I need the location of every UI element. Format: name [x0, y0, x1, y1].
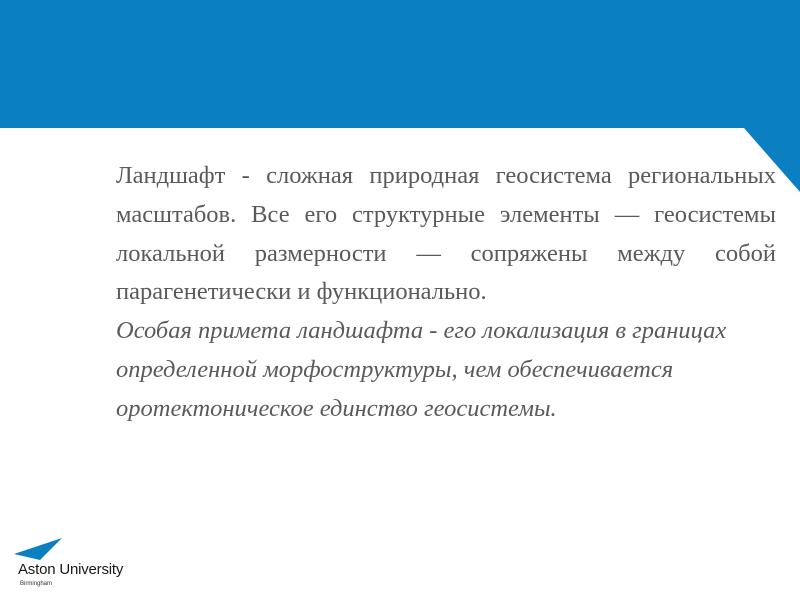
- aston-triangle-icon: [14, 538, 64, 562]
- aston-triangle-shape: [14, 538, 62, 560]
- logo-city: Birmingham: [20, 581, 53, 587]
- aston-university-logo: [14, 538, 154, 594]
- main-paragraph: Ландшафт - сложная природная геосистема региональных масштабов. Все его структурные элементы — геосистемы локальной размерности — сопряжены между собой парагенетически и функционально.: [116, 162, 776, 306]
- slide-body: [116, 157, 776, 429]
- italic-paragraph: Особая примета ландшафта - его локализация в границах определенной морфоструктуры, чем обеспечивается оротектоническое единство геосистемы.: [116, 317, 727, 422]
- logo-name: Aston University: [18, 561, 124, 578]
